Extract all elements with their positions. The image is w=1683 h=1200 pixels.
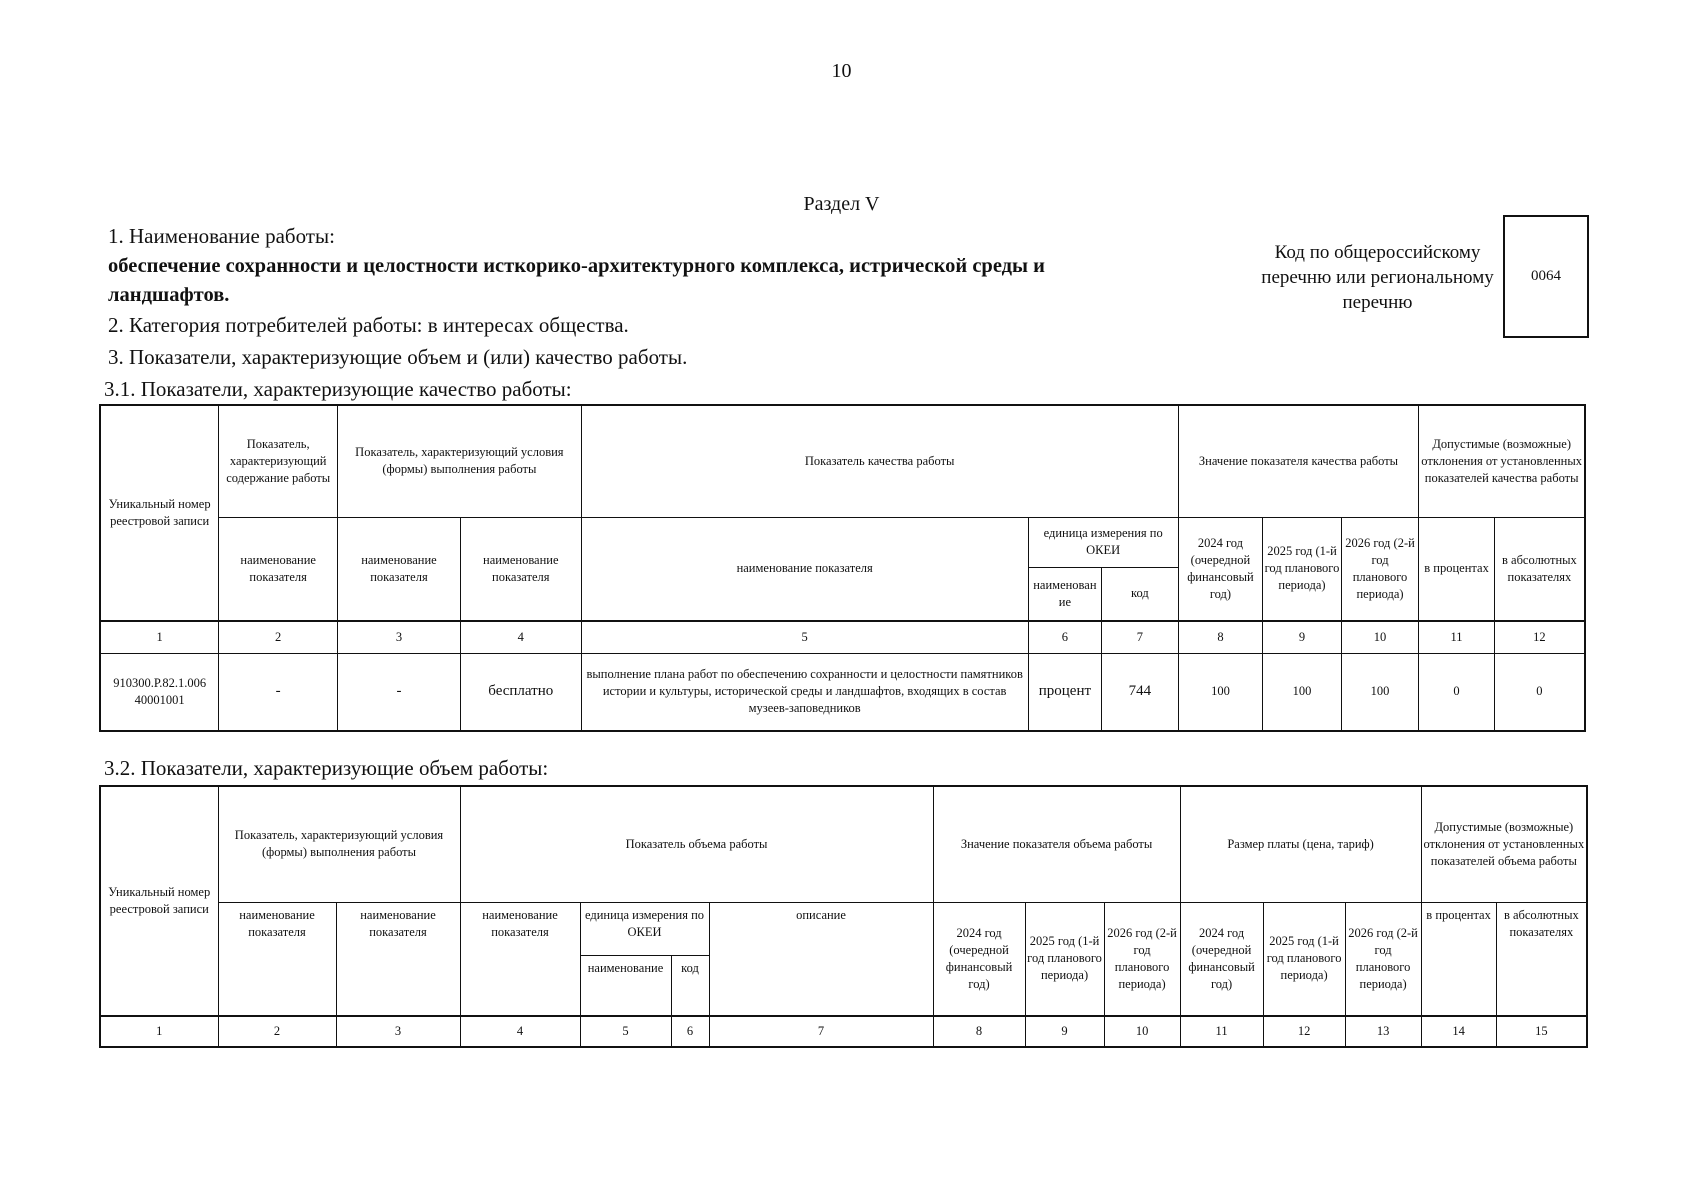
q-header-unit-name: наименован ие — [1028, 567, 1101, 621]
v-header-percent: в процентах — [1421, 902, 1496, 1016]
q-col-num: 12 — [1494, 621, 1585, 653]
q-header-deviation: Допустимые (возможные) отклонения от установленных показателей качества работы — [1419, 405, 1585, 517]
v-header-description: описание — [709, 902, 933, 1016]
v-header-price-2024: 2024 год (очередной финансовый год) — [1180, 902, 1263, 1016]
q-col-num: 2 — [219, 621, 338, 653]
q-cell-condition2: бесплатно — [460, 653, 581, 731]
v-header-unique: Уникальный номер реестровой записи — [100, 786, 218, 1016]
v-col-num: 8 — [933, 1016, 1025, 1047]
q-header-unit: единица измерения по ОКЕИ — [1028, 517, 1178, 567]
work-name-label: 1. Наименование работы: — [108, 224, 335, 248]
q-cell-unit-name: процент — [1028, 653, 1101, 731]
v-header-ind-name-4: наименование показателя — [460, 902, 580, 1016]
v-header-absolute: в абсолютных показателях — [1496, 902, 1587, 1016]
q-header-percent: в процентах — [1419, 517, 1495, 621]
q-header-ind-name-3: наименование показателя — [338, 517, 461, 621]
q-cell-content: - — [219, 653, 338, 731]
quality-table — [99, 404, 1586, 732]
q-header-unique: Уникальный номер реестровой записи — [100, 405, 219, 621]
q-cell-2026: 100 — [1341, 653, 1419, 731]
q-col-num: 11 — [1419, 621, 1495, 653]
v-col-num: 14 — [1421, 1016, 1496, 1047]
v-col-num: 3 — [336, 1016, 460, 1047]
v-col-num: 5 — [580, 1016, 671, 1047]
v-header-value: Значение показателя объема работы — [933, 786, 1180, 902]
q-header-unit-code: код — [1102, 567, 1179, 621]
q-cell-dev-percent: 0 — [1419, 653, 1495, 731]
v-header-val-2025: 2025 год (1-й год планового периода) — [1025, 902, 1104, 1016]
code-box: 0064 — [1503, 215, 1589, 338]
consumer-category: 2. Категория потребителей работы: в интересах общества. — [108, 313, 629, 337]
v-header-unit-code: код — [671, 955, 709, 1016]
q-col-num: 10 — [1341, 621, 1419, 653]
v-col-num: 7 — [709, 1016, 933, 1047]
q-cell-2025: 100 — [1263, 653, 1342, 731]
code-label: Код по общероссийскому перечню или региональному перечню — [1261, 242, 1494, 313]
v-col-num: 2 — [218, 1016, 336, 1047]
v-header-unit-name: наименование — [580, 955, 671, 1016]
v-col-num: 11 — [1180, 1016, 1263, 1047]
q-column-numbers — [100, 621, 1585, 653]
v-col-num: 1 — [100, 1016, 218, 1047]
work-name: обеспечение сохранности и целостности исткорико-архитектурного комплекса, истрической среды и ландшафтов. — [108, 255, 1045, 306]
q-header-2026: 2026 год (2-й год планового периода) — [1341, 517, 1419, 621]
q-col-num: 7 — [1102, 621, 1179, 653]
v-column-numbers — [100, 1016, 1587, 1047]
q-col-num: 8 — [1178, 621, 1263, 653]
q-header-ind-name-4: наименование показателя — [460, 517, 581, 621]
v-col-num: 12 — [1263, 1016, 1345, 1047]
q-header-content: Показатель, характеризующий содержание работы — [219, 405, 338, 517]
v-col-num: 4 — [460, 1016, 580, 1047]
v-col-num: 9 — [1025, 1016, 1104, 1047]
quality-heading: 3.1. Показатели, характеризующие качество работы: — [104, 377, 572, 401]
q-header-value: Значение показателя качества работы — [1178, 405, 1419, 517]
section-title: Раздел V — [803, 193, 880, 215]
volume-heading: 3.2. Показатели, характеризующие объем работы: — [104, 756, 549, 780]
v-col-num: 15 — [1496, 1016, 1587, 1047]
indicators-heading: 3. Показатели, характеризующие объем и (или) качество работы. — [108, 345, 688, 369]
q-col-num: 1 — [100, 621, 219, 653]
q-header-2025: 2025 год (1-й год планового периода) — [1263, 517, 1342, 621]
q-cell-dev-absolute: 0 — [1494, 653, 1585, 731]
q-header-ind-name-5: наименование показателя — [581, 517, 1028, 621]
v-col-num: 6 — [671, 1016, 709, 1047]
q-col-num: 4 — [460, 621, 581, 653]
q-header-2024: 2024 год (очередной финансовый год) — [1178, 517, 1263, 621]
table-row — [100, 653, 1585, 731]
q-header-conditions: Показатель, характеризующий условия (формы) выполнения работы — [338, 405, 582, 517]
q-col-num: 3 — [338, 621, 461, 653]
v-col-num: 13 — [1345, 1016, 1421, 1047]
v-col-num: 10 — [1104, 1016, 1180, 1047]
volume-table — [99, 785, 1588, 1048]
q-cell-2024: 100 — [1178, 653, 1263, 731]
q-cell-indicator: выполнение плана работ по обеспечению сохранности и целостности памятников истории и культуры, исторической среды и ландшафтов, входящих в состав музеев-заповедников — [581, 653, 1028, 731]
q-cell-condition1: - — [338, 653, 461, 731]
v-header-val-2026: 2026 год (2-й год планового периода) — [1104, 902, 1180, 1016]
q-header-quality: Показатель качества работы — [581, 405, 1178, 517]
v-header-conditions: Показатель, характеризующий условия (формы) выполнения работы — [218, 786, 460, 902]
v-header-unit: единица измерения по ОКЕИ — [580, 902, 709, 955]
q-cell-unit-code: 744 — [1102, 653, 1179, 731]
v-header-val-2024: 2024 год (очередной финансовый год) — [933, 902, 1025, 1016]
v-header-ind-name-3: наименование показателя — [336, 902, 460, 1016]
page-number: 10 — [831, 60, 852, 82]
q-header-absolute: в абсолютных показателях — [1494, 517, 1585, 621]
v-header-price-2026: 2026 год (2-й год планового периода) — [1345, 902, 1421, 1016]
v-header-deviation: Допустимые (возможные) отклонения от установленных показателей объема работы — [1421, 786, 1587, 902]
q-header-ind-name-2: наименование показателя — [219, 517, 338, 621]
q-cell-reg-number: 910300.Р.82.1.006 40001001 — [100, 653, 219, 731]
v-header-ind-name-2: наименование показателя — [218, 902, 336, 1016]
v-header-price: Размер платы (цена, тариф) — [1180, 786, 1421, 902]
v-header-volume: Показатель объема работы — [460, 786, 933, 902]
q-col-num: 9 — [1263, 621, 1342, 653]
q-col-num: 5 — [581, 621, 1028, 653]
q-col-num: 6 — [1028, 621, 1101, 653]
v-header-price-2025: 2025 год (1-й год планового периода) — [1263, 902, 1345, 1016]
